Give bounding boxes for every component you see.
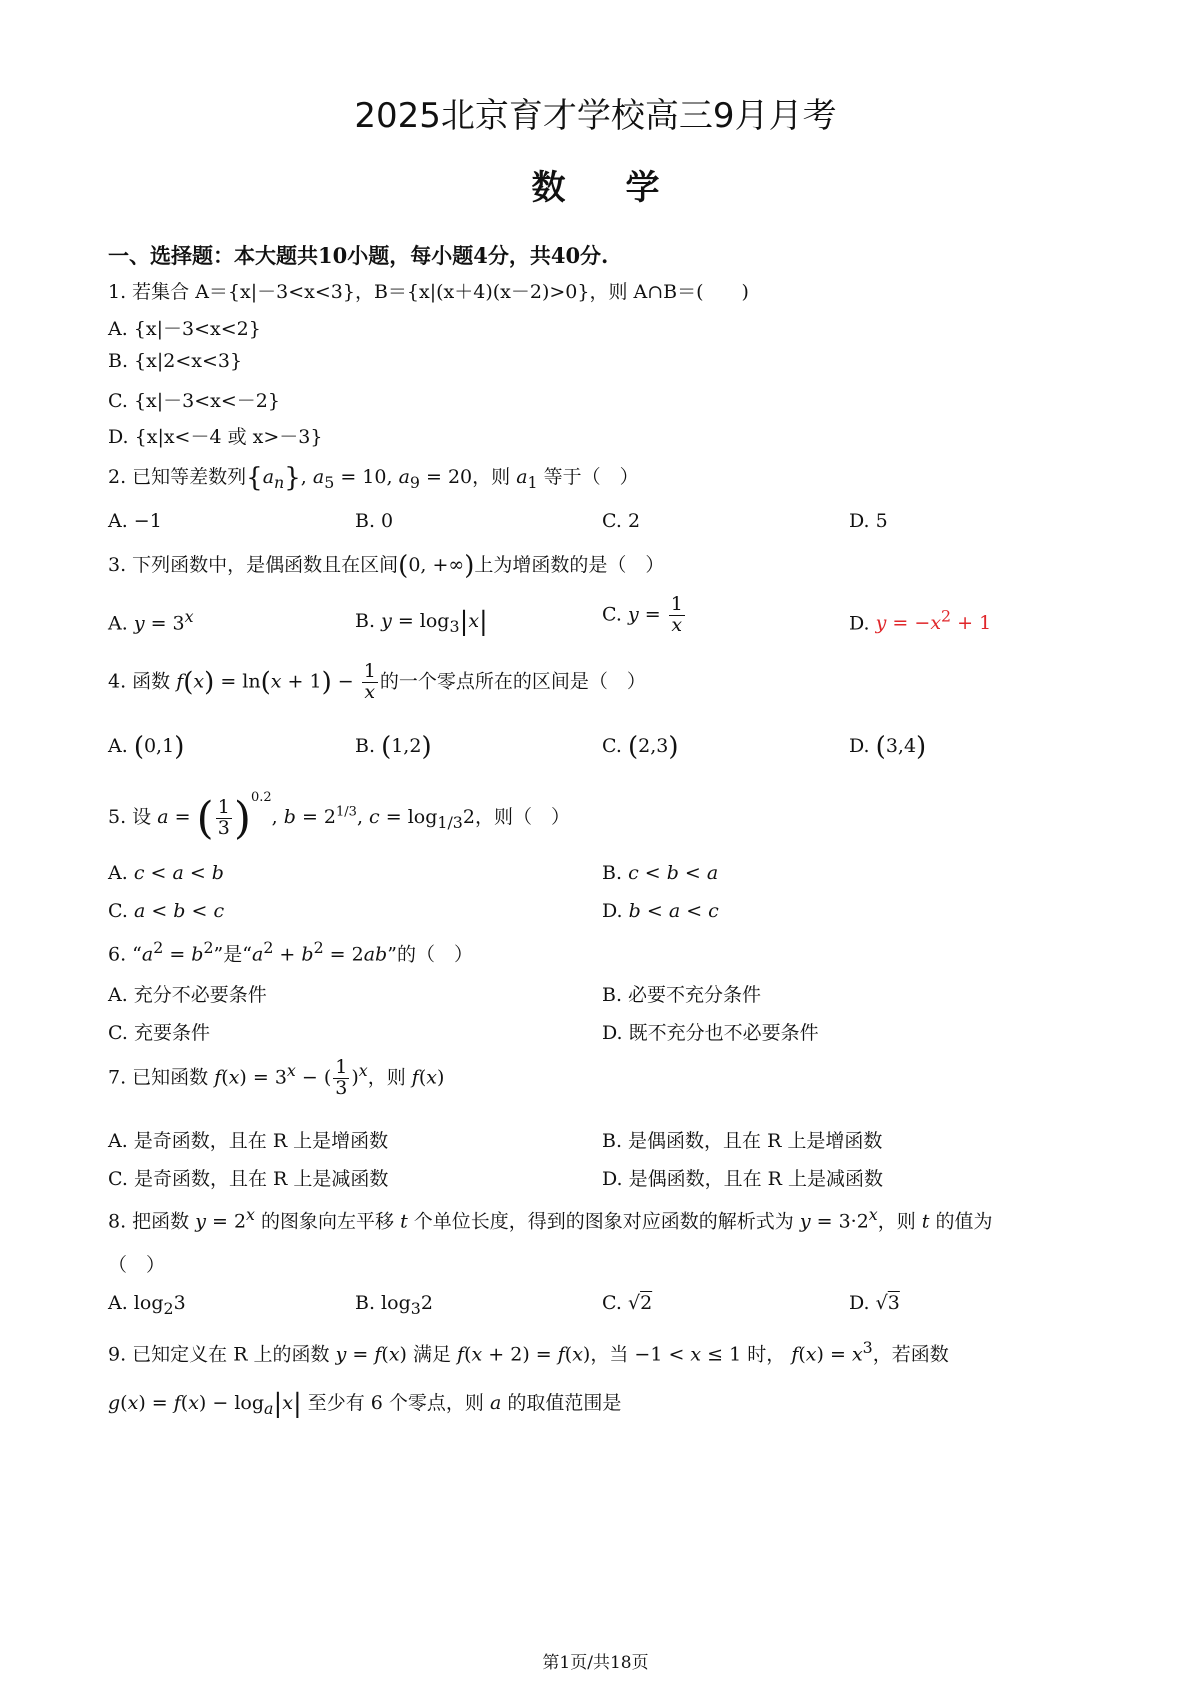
question-5-option-c: C. a < b < c	[108, 900, 225, 922]
question-7-option-b: B. 是偶函数，且在 R 上是增函数	[602, 1130, 883, 1152]
question-5-option-a: A. c < a < b	[108, 862, 224, 884]
question-3-option-b: B. $y = \log_3|x|$	[355, 607, 488, 637]
question-4-stem: 4. 函数 f(x) = ln(x + 1) − $\frac{1}{x}$ 的一个零点所在的区间是（ ）	[108, 660, 646, 703]
question-2-option-b: B. 0	[355, 510, 394, 532]
question-9-line-2: $g(x) = f(x) - \log_a|x|$ 至少有 6 个零点，则 a 的取值范围是	[108, 1389, 622, 1419]
page-title: 2025北京育才学校高三9月月考	[354, 96, 837, 136]
question-5-option-b: B. c < b < a	[602, 862, 719, 884]
question-2-option-a: A. −1	[108, 510, 162, 532]
question-3-option-a: A. $y = 3^x$	[108, 607, 194, 635]
question-8-option-b: B. $\log_32$	[355, 1292, 433, 1318]
question-3-option-d: D. $y = -x^2 + 1$	[849, 607, 992, 635]
subject-title: 数学	[531, 168, 720, 208]
question-9-stem: 9. 已知定义在 R 上的函数 y = f(x) 满足 f(x + 2) = f(x)，当 −1 < x ≤ 1 时， $f(x) = x^3$，若函数	[108, 1338, 949, 1366]
question-8-blank: （ ）	[108, 1254, 166, 1276]
question-2-stem: 2. 已知等差数列$\{a_n\}$, $a_5 = 10$, $a_9 = 20$，则 $a_1$ 等于（ ）	[108, 463, 639, 493]
question-2-option-d: D. 5	[849, 510, 888, 532]
question-4-option-d: D. (3,4)	[849, 732, 927, 762]
question-8-option-c: C. √2	[602, 1292, 653, 1314]
question-7-stem: 7. 已知函数 $f(x) = 3^x$ − ( $\frac{1}{3}$ )$^x$，则 f(x)	[108, 1056, 445, 1099]
question-3-stem: 3. 下列函数中，是偶函数且在区间(0, +∞)上为增函数的是（ ）	[108, 551, 665, 581]
question-6-option-c: C. 充要条件	[108, 1022, 210, 1044]
question-4-option-b: B. (1,2)	[355, 732, 432, 762]
question-1-option-b: B. {x|2<x<3}	[108, 350, 243, 372]
question-4-option-c: C. (2,3)	[602, 732, 679, 762]
question-1-option-a: A. {x|－3<x<2}	[108, 318, 261, 340]
question-1-option-d: D. {x|x<－4 或 x>－3}	[108, 426, 323, 448]
question-2-option-c: C. 2	[602, 510, 641, 532]
question-8-option-d: D. √3	[849, 1292, 900, 1314]
question-4-option-a: A. (0,1)	[108, 732, 185, 762]
question-1-option-c: C. {x|－3<x<－2}	[108, 390, 280, 412]
section-heading: 一、选择题：本大题共10小题，每小题4分，共40分.	[108, 243, 609, 268]
question-8-stem: 8. 把函数 $y = 2^x$ 的图象向左平移 t 个单位长度，得到的图象对应函数的解析式为 $y = 3\cdot 2^x$，则 t 的值为	[108, 1205, 993, 1233]
question-6-option-b: B. 必要不充分条件	[602, 984, 762, 1006]
question-7-option-a: A. 是奇函数，且在 R 上是增函数	[108, 1130, 389, 1152]
question-8-option-a: A. $\log_23$	[108, 1292, 186, 1318]
question-7-option-d: D. 是偶函数，且在 R 上是减函数	[602, 1168, 884, 1190]
question-7-option-c: C. 是奇函数，且在 R 上是减函数	[108, 1168, 389, 1190]
question-6-option-d: D. 既不充分也不必要条件	[602, 1022, 819, 1044]
question-1-stem: 1. 若集合 A＝{x|－3<x<3}，B＝{x|(x＋4)(x－2)>0}，则 A∩B＝( )	[108, 281, 749, 303]
question-6-option-a: A. 充分不必要条件	[108, 984, 267, 1006]
page-footer: 第1页/共18页	[542, 1653, 649, 1673]
question-5-stem: 5. 设 a = ( $\frac{1}{3}$ )$^{0.2}$, $b = 2^{1/3}$, $c = \log_{1/3}2$，则（ ）	[108, 790, 570, 844]
question-3-option-c: C. y = $\frac{1}{x}$	[602, 593, 683, 636]
question-5-option-d: D. b < a < c	[602, 900, 719, 922]
question-6-stem: 6. “$a^2 = b^2$”是“$a^2 + b^2 = 2ab$”的（ ）	[108, 938, 473, 966]
